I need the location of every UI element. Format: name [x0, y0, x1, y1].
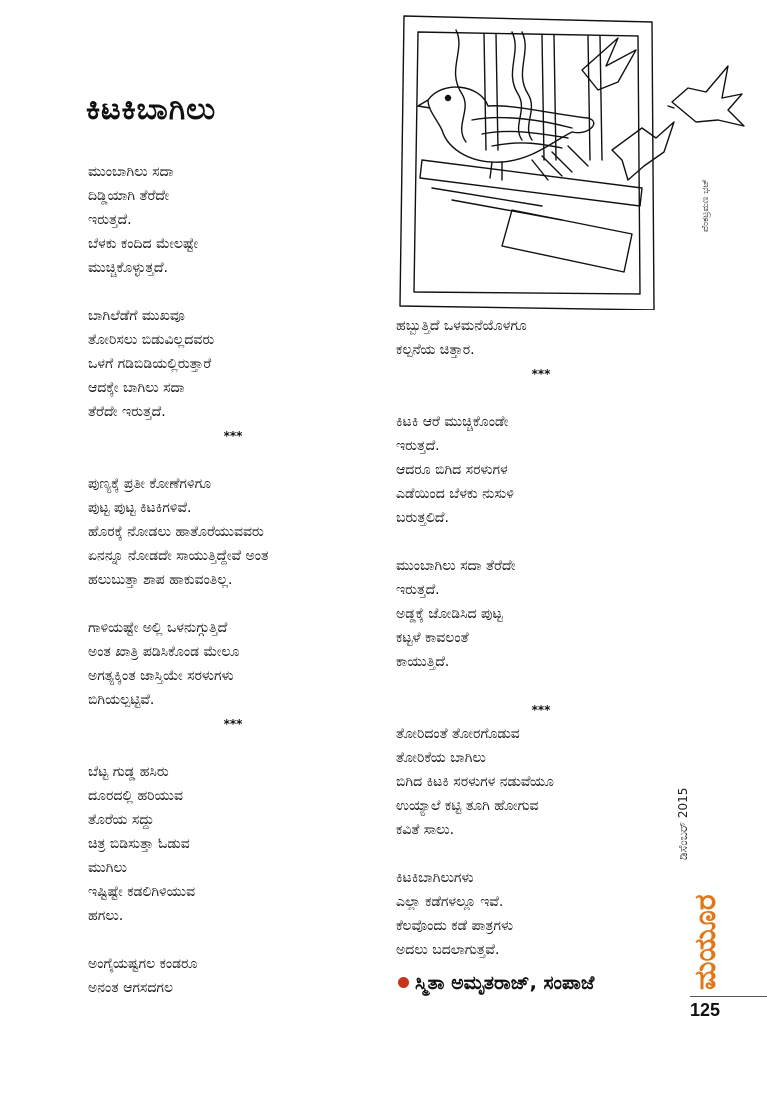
poem-title: ಕಿಟಕಿಬಾಗಿಲು — [86, 92, 217, 127]
poem-line: ಹೊರಕ್ಕೆ ನೋಡಲು ಹಾತೊರೆಯುವವರು — [88, 524, 264, 540]
poem-line: ಕವಿತೆ ಸಾಲು. — [396, 822, 455, 838]
stanza-gap — [88, 592, 378, 616]
stanza-gap — [396, 530, 686, 554]
footer-rule — [690, 996, 767, 997]
author-byline — [398, 972, 594, 994]
flying-bird-3 — [612, 122, 674, 180]
poem-line: ಹಲುಬುತ್ತಾ ಶಾಪ ಹಾಕುವಂತಿಲ್ಲ. — [88, 572, 233, 588]
poem-line: ಒಳಗೆ ಗಡಿಬಿಡಿಯಲ್ಲಿರುತ್ತಾರೆ — [88, 356, 212, 372]
poem-line: ಮುಂಬಾಗಿಲು ಸದಾ ತೆರೆದೇ — [396, 558, 516, 574]
poem-line: ಬರುತ್ತಲಿದೆ. — [396, 510, 449, 526]
poem-line: ಅಂಗೈಯಷ್ಟಗಲ ಕಂಡರೂ — [88, 956, 198, 972]
poem-line: ಕಟ್ಟಳೆ ಕಾವಲಂತೆ — [396, 630, 469, 646]
stanza-gap — [396, 842, 686, 866]
poem-line: ಬಾಗಿಲೆಡೆಗೆ ಮುಖವೂ — [88, 308, 185, 324]
poem-line: ಹಗಲು. — [88, 908, 124, 924]
poem-line: ಮುಚ್ಚಿಕೊಳ್ಳುತ್ತದೆ. — [88, 260, 168, 276]
poem-line: ಪುಣ್ಯಕ್ಕೆ ಪ್ರತೀ ಕೋಣೆಗಳಿಗೂ — [88, 476, 212, 492]
poem-line: ಬಿಗಿದ ಕಿಟಕಿ ಸರಳುಗಳ ನಡುವೆಯೂ — [396, 774, 554, 790]
poem-line: ಎಲ್ಲಾ ಕಡೆಗಳಲ್ಲೂ ಇವೆ. — [396, 894, 504, 910]
poem-line: ಪುಟ್ಟ ಪುಟ್ಟ ಕಿಟಕಿಗಳಿವೆ. — [88, 500, 192, 516]
poem-line: ತೋರಿದಂತೆ ತೋರಗೊಡುವ — [396, 726, 520, 742]
poem-line: ಬೆಳಕು ಕಂದಿದ ಮೇಲಷ್ಟೇ — [88, 236, 199, 252]
poem-left-column — [88, 160, 378, 1000]
poem-line: ಕೆಲವೊಂದು ಕಡೆ ಪಾತ್ರಗಳು — [396, 918, 514, 934]
section-separator: *** — [531, 703, 551, 717]
page-number: 125 — [690, 1000, 721, 1020]
poem-line: ಇಷ್ಟಿಷ್ಟೇ ಕಡಲಿಗಿಳಿಯುವ — [88, 884, 196, 900]
flying-bird-2 — [672, 66, 744, 126]
poem-line: ಮುಂಬಾಗಿಲು ಸದಾ — [88, 164, 174, 180]
stanza-gap — [88, 928, 378, 952]
poem-right-column — [396, 314, 686, 962]
section-separator: *** — [531, 367, 551, 381]
stanza-gap — [396, 386, 686, 410]
poem-line: ಹಬ್ಬುತ್ತಿದೆ ಒಳಮನೆಯೊಳಗೂ — [396, 318, 527, 334]
poem-line: ಅದಲು ಬದಲಾಗುತ್ತವೆ. — [396, 942, 500, 958]
poem-line: ಇರುತ್ತದೆ. — [396, 438, 440, 454]
bird-window-illustration — [392, 10, 767, 310]
poem-line: ಉಯ್ಯಾಲೆ ಕಟ್ಟಿ ತೂಗಿ ಹೋಗುವ — [396, 798, 539, 814]
poem-line: ಏನನ್ನೂ ನೋಡದೇ ಸಾಯುತ್ತಿದ್ದೇವೆ ಅಂತ — [88, 548, 269, 564]
perched-bird — [428, 87, 594, 162]
poem-line: ಬಿಗಿಯಲ್ಪಟ್ಟಿವೆ. — [88, 692, 155, 708]
flying-bird-1 — [582, 38, 636, 90]
poem-line: ಇರುತ್ತದೆ. — [88, 212, 132, 228]
stanza-gap — [88, 736, 378, 760]
magazine-name: ಮಯೂರ — [688, 894, 723, 990]
poem-line: ಕಿಟಕಿ ಆರೆ ಮುಚ್ಚಿಕೊಂಡೇ — [396, 414, 509, 430]
poem-line: ದಿಡ್ಡಿಯಾಗಿ ತೆರೆದೇ — [88, 188, 170, 204]
poem-line: ತೊರೆಯ ಸದ್ದು — [88, 812, 155, 828]
poem-line: ಆದಕ್ಕೇ ಬಾಗಿಲು ಸದಾ — [88, 380, 185, 396]
bullet-dot-icon — [398, 977, 409, 988]
poem-line: ಗಾಳಿಯಷ್ಟೇ ಅಲ್ಲಿ ಒಳನುಗ್ಗುತ್ತಿದೆ — [88, 620, 228, 636]
poem-line: ಚಿತ್ರ ಬಿಡಿಸುತ್ತಾ ಓಡುವ — [88, 836, 190, 852]
stanza-gap — [88, 448, 378, 472]
poem-line: ಬೆಟ್ಟ ಗುಡ್ಡ ಹಸಿರು — [88, 764, 169, 780]
poem-line: ಅಗತ್ಯಕ್ಕಿಂತ ಜಾಸ್ತಿಯೇ ಸರಳುಗಳು — [88, 668, 234, 684]
poem-line: ತೋರಿಸಲು ಬಿಡುವಿಲ್ಲದವರು — [88, 332, 215, 348]
poem-line: ಅಂತ ಖಾತ್ರಿ ಪಡಿಸಿಕೊಂಡ ಮೇಲೂ — [88, 644, 240, 660]
poem-line: ಕಿಟಕಿಬಾಗಿಲುಗಳು — [396, 870, 474, 886]
poem-line: ಮುಗಿಲು — [88, 860, 127, 876]
poem-line: ಆದರೂ ಬಿಗಿದ ಸರಳುಗಳ — [396, 462, 508, 478]
issue-date: ಡಿಸೆಂಬರ್ 2015 — [676, 787, 690, 860]
poem-line: ಇರುತ್ತದೆ. — [396, 582, 440, 598]
poem-line: ದೂರದಲ್ಲಿ ಹರಿಯುವ — [88, 788, 183, 804]
poem-line: ಎಡೆಯಿಂದ ಬೆಳಕು ನುಸುಳಿ — [396, 486, 514, 502]
poem-line: ಅನಂತ ಆಗಸದಗಲ — [88, 980, 174, 996]
stanza-gap — [396, 674, 686, 698]
illustration-signature: ವೆಂಕಟ್ರಮಣ ಭಟ್ — [701, 178, 711, 232]
poem-line: ಕಲ್ಪನೆಯ ಚಿತ್ತಾರ. — [396, 342, 475, 358]
stanza-gap — [88, 280, 378, 304]
section-separator: *** — [223, 429, 243, 443]
section-separator: *** — [223, 717, 243, 731]
poem-line: ತೆರೆದೇ ಇರುತ್ತದೆ. — [88, 404, 166, 420]
poem-line: ತೋರಿಕೆಯ ಬಾಗಿಲು — [396, 750, 486, 766]
poem-line: ಕಾಯುತ್ತಿದೆ. — [396, 654, 450, 670]
poem-line: ಅಡ್ಡಕ್ಕೆ ಜೋಡಿಸಿದ ಪುಟ್ಟ — [396, 606, 503, 622]
author-name: ಸ್ಮಿತಾ ಅಮೃತರಾಜ್, ಸಂಪಾಜೆ — [415, 972, 595, 994]
